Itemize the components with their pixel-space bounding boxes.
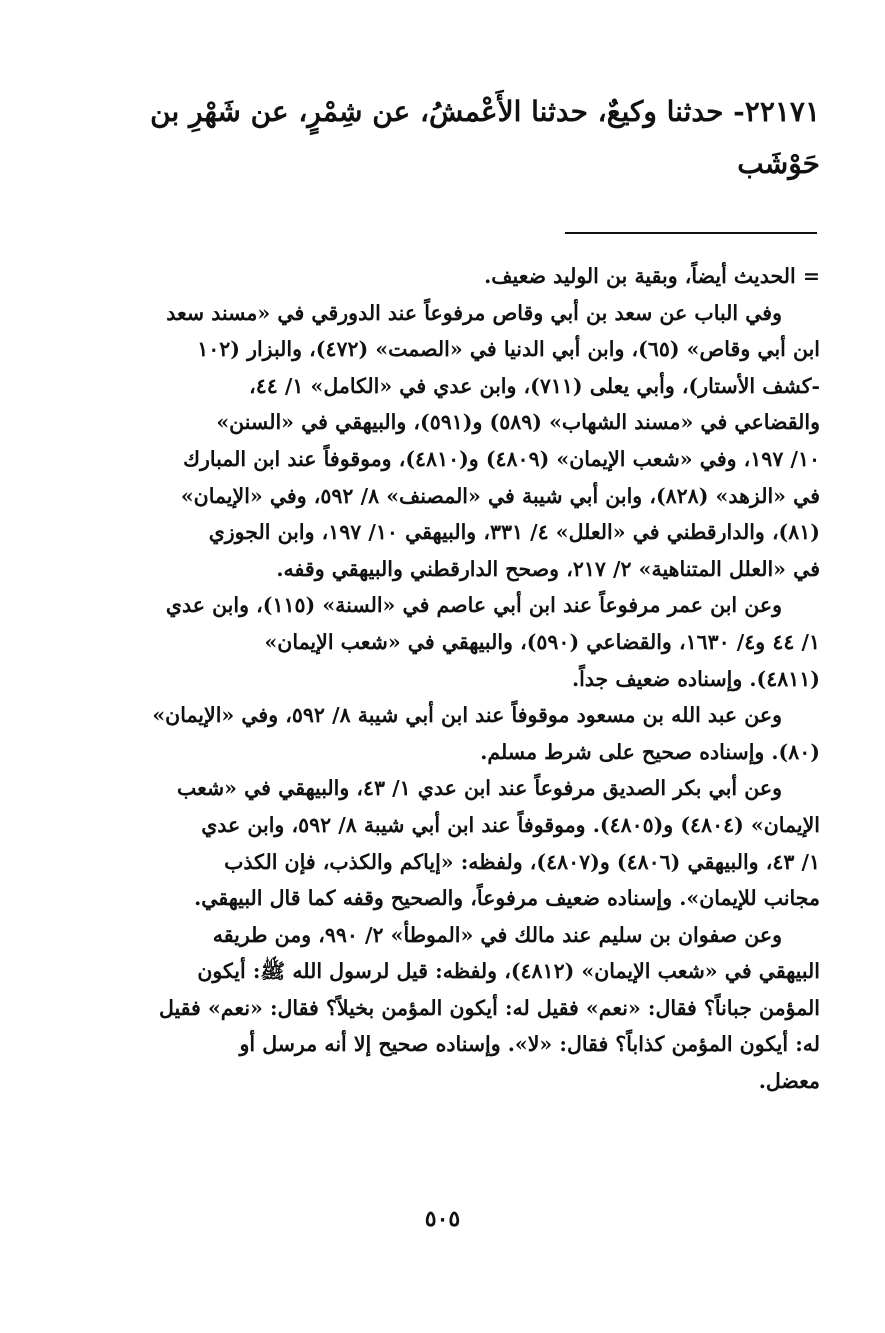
footnote-line: وعن عبد الله بن مسعود موقوفاً عند ابن أبي شيبة ٨/ ٥٩٢، وفي «الإيمان» bbox=[152, 703, 782, 728]
footnote-line: وعن أبي بكر الصديق مرفوعاً عند ابن عدي ١/ ٤٣، والبيهقي في «شعب bbox=[176, 776, 782, 801]
footnote-line: (٤٨١١). وإسناده ضعيف جداً. bbox=[571, 666, 820, 691]
footnote-line: في «الزهد» (٨٢٨)، وابن أبي شيبة في «المصنف» ٨/ ٥٩٢، وفي «الإيمان» bbox=[180, 483, 820, 508]
page-number: ٥٠٥ bbox=[424, 1206, 461, 1232]
footnote-line: ١٠/ ١٩٧، وفي «شعب الإيمان» (٤٨٠٩) و(٤٨١٠)، وموقوفاً عند ابن المبارك bbox=[183, 446, 820, 471]
footnote-line: المؤمن جباناً؟ فقال: «نعم» فقيل له: أيكون المؤمن بخيلاً؟ فقال: «نعم» فقيل bbox=[158, 995, 820, 1020]
hadith-line: حَوْشَب bbox=[737, 147, 820, 180]
footnote-line: = الحديث أيضاً، وبقية بن الوليد ضعيف. bbox=[484, 264, 820, 288]
footnote-line: مجانب للإيمان». وإسناده ضعيف مرفوعاً، والصحيح وقفه كما قال البيهقي. bbox=[194, 886, 820, 911]
footnote-line: وعن صفوان بن سليم عند مالك في «الموطأ» ٢/ ٩٩٠، ومن طريقه bbox=[212, 922, 782, 947]
footnote-line: له: أيكون المؤمن كذاباً؟ فقال: «لا». وإسناده صحيح إلا أنه مرسل أو bbox=[239, 1032, 820, 1057]
footnote-line: (٨١)، والدارقطني في «العلل» ٤/ ٣٣١، والبيهقي ١٠/ ١٩٧، وابن الجوزي bbox=[208, 520, 820, 545]
footnote-line: ابن أبي وقاص» (٦٥)، وابن أبي الدنيا في «الصمت» (٤٧٢)، والبزار (١٠٢ bbox=[197, 337, 820, 362]
footnote-line: وعن ابن عمر مرفوعاً عند ابن أبي عاصم في «السنة» (١١٥)، وابن عدي bbox=[165, 593, 782, 618]
footnote-line: الإيمان» (٤٨٠٤) و(٤٨٠٥). وموقوفاً عند ابن أبي شيبة ٨/ ٥٩٢، وابن عدي bbox=[201, 812, 820, 837]
footnote-line: في «العلل المتناهية» ٢/ ٢١٧، وصحح الدارقطني والبيهقي وقفه. bbox=[276, 556, 820, 581]
hadith-text bbox=[108, 86, 820, 190]
footnote-line: -كشف الأستار)، وأبي يعلى (٧١١)، وابن عدي في «الكامل» ١/ ٤٤، bbox=[249, 373, 820, 398]
footnotes bbox=[118, 258, 820, 1100]
footnote-line: معضل. bbox=[758, 1069, 820, 1094]
footnote-line: ١/ ٤٤ و٤/ ١٦٣٠، والقضاعي (٥٩٠)، والبيهقي في «شعب الإيمان» bbox=[264, 629, 820, 654]
footnote-line: (٨٠). وإسناده صحيح على شرط مسلم. bbox=[480, 739, 820, 764]
footnote-line: والقضاعي في «مسند الشهاب» (٥٨٩) و(٥٩١)، والبيهقي في «السنن» bbox=[216, 410, 820, 435]
footnote-line: البيهقي في «شعب الإيمان» (٤٨١٢)، ولفظه: قيل لرسول الله ﷺ: أيكون bbox=[197, 959, 820, 984]
footnote-separator bbox=[565, 232, 817, 234]
hadith-line: ٢٢١٧١- حدثنا وكيعٌ، حدثنا الأَعْمشُ، عن شِمْرٍ، عن شَهْرِ بن bbox=[150, 95, 820, 128]
footnote-line: ١/ ٤٣، والبيهقي (٤٨٠٦) و(٤٨٠٧)، ولفظه: «إياكم والكذب، فإن الكذب bbox=[224, 849, 820, 874]
footnote-line: وفي الباب عن سعد بن أبي وقاص مرفوعاً عند الدورقي في «مسند سعد bbox=[166, 300, 782, 325]
